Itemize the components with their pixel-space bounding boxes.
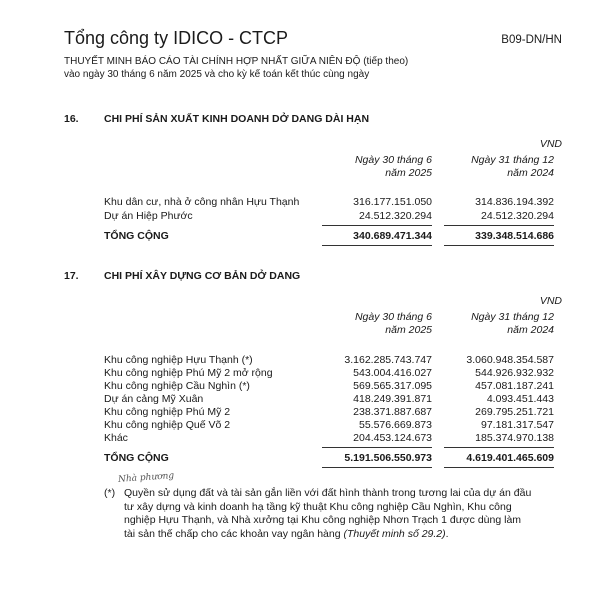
row-value-2024: 3.060.948.354.587 (466, 354, 554, 366)
handwritten-annotation: Nhà phương (117, 471, 175, 485)
divider (322, 467, 432, 468)
col1-header-line2: năm 2025 (385, 324, 432, 336)
footnote-line-end: . (445, 527, 449, 540)
col1-header-line2: năm 2025 (385, 167, 432, 179)
col2-header-line1: Ngày 31 tháng 12 (471, 154, 554, 166)
row-value-2025: 418.249.391.871 (353, 393, 432, 405)
company-name: Tổng công ty IDICO - CTCP (64, 28, 289, 48)
section-16-col2-header (444, 154, 554, 180)
row-label: Khu công nghiệp Hựu Thạnh (*) (104, 354, 253, 366)
divider (444, 245, 554, 246)
table-row (104, 367, 556, 380)
footnote-text (124, 487, 564, 541)
section-16-col1-header (322, 154, 432, 180)
total-row (104, 452, 556, 465)
row-label: Khu dân cư, nhà ở công nhân Hựu Thạnh (104, 196, 300, 208)
report-subtitle: vào ngày 30 tháng 6 năm 2025 và cho kỳ kế toán kết thúc cùng ngày (64, 69, 370, 80)
row-value-2025: 3.162.285.743.747 (344, 354, 432, 366)
table-row (104, 210, 556, 223)
total-value-2024: 4.619.401.465.609 (466, 452, 554, 464)
footnote-mark: (*) (104, 487, 116, 499)
section-17-unit: VND (539, 295, 562, 307)
table-row (104, 196, 556, 209)
col1-header-line1: Ngày 30 tháng 6 (354, 311, 432, 323)
divider (322, 447, 432, 448)
divider (444, 225, 554, 226)
table-row (104, 354, 556, 367)
footnote-line-main: tài sản thế chấp cho các khoản vay ngân hàng (124, 527, 344, 540)
row-label: Dự án cảng Mỹ Xuân (104, 393, 204, 405)
section-17-title: CHI PHÍ XÂY DỰNG CƠ BẢN DỞ DANG (104, 270, 301, 282)
row-label: Dự án Hiệp Phước (104, 210, 193, 222)
total-row (104, 230, 556, 243)
footnote-line (124, 528, 564, 542)
table-row (104, 419, 556, 432)
divider (444, 467, 554, 468)
report-title: THUYẾT MINH BÁO CÁO TÀI CHÍNH HỢP NHẤT GIỮA NIÊN ĐỘ (tiếp theo) (64, 56, 409, 67)
table-row (104, 406, 556, 419)
col2-header-line1: Ngày 31 tháng 12 (471, 311, 554, 323)
section-17-number: 17. (64, 270, 79, 282)
row-label: Khu công nghiệp Cầu Nghìn (*) (104, 380, 250, 392)
divider (322, 245, 432, 246)
total-label: TỔNG CỘNG (104, 230, 169, 242)
col1-header-line1: Ngày 30 tháng 6 (354, 154, 432, 166)
row-value-2025: 55.576.669.873 (359, 419, 432, 431)
total-value-2025: 340.689.471.344 (353, 230, 432, 242)
section-16-title: CHI PHÍ SẢN XUẤT KINH DOANH DỞ DANG DÀI HẠN (104, 113, 370, 125)
row-value-2024: 544.926.932.932 (475, 367, 554, 379)
total-value-2025: 5.191.506.550.973 (344, 452, 432, 464)
col2-header-line2: năm 2024 (507, 324, 554, 336)
section-17-col1-header (322, 311, 432, 337)
row-value-2024: 314.836.194.392 (475, 196, 554, 208)
row-value-2024: 269.795.251.721 (475, 406, 554, 418)
row-value-2025: 204.453.124.673 (353, 432, 432, 444)
col2-header-line2: năm 2024 (507, 167, 554, 179)
table-row (104, 432, 556, 445)
section-16-unit: VND (539, 138, 562, 150)
footnote-line: nghiệp Hựu Thạnh, và Nhà xưởng tại Khu công nghiệp Nhơn Trạch 1 được dùng làm (124, 514, 522, 526)
table-row (104, 380, 556, 393)
row-label: Khác (104, 432, 128, 444)
row-label: Khu công nghiệp Phú Mỹ 2 mở rộng (104, 367, 273, 379)
row-label: Khu công nghiệp Phú Mỹ 2 (104, 406, 231, 418)
divider (444, 447, 554, 448)
total-value-2024: 339.348.514.686 (475, 230, 554, 242)
row-value-2025: 238.371.887.687 (353, 406, 432, 418)
row-value-2024: 24.512.320.294 (481, 210, 554, 222)
row-value-2024: 97.181.317.547 (481, 419, 554, 431)
divider (322, 225, 432, 226)
table-row (104, 393, 556, 406)
row-value-2024: 457.081.187.241 (475, 380, 554, 392)
section-16-number: 16. (64, 113, 79, 125)
footnote-line: tư xây dựng và kinh doanh hạ tầng kỹ thuật Khu công nghiệp Cầu Nghìn, Khu công (124, 500, 512, 513)
row-value-2025: 543.004.416.027 (353, 367, 432, 379)
row-value-2024: 185.374.970.138 (475, 432, 554, 444)
footnote-reference: (Thuyết minh số 29.2) (343, 527, 446, 540)
footnote-line: Quyền sử dụng đất và tài sản gắn liền với đất hình thành trong tương lai của dự án đầu (124, 487, 532, 499)
row-value-2025: 316.177.151.050 (353, 196, 432, 208)
row-value-2025: 24.512.320.294 (359, 210, 432, 222)
section-17-col2-header (444, 311, 554, 337)
row-label: Khu công nghiệp Quế Võ 2 (104, 419, 231, 431)
form-code: B09-DN/HN (501, 34, 562, 46)
row-value-2025: 569.565.317.095 (353, 380, 432, 392)
total-label: TỔNG CỘNG (104, 452, 169, 464)
row-value-2024: 4.093.451.443 (486, 393, 554, 405)
